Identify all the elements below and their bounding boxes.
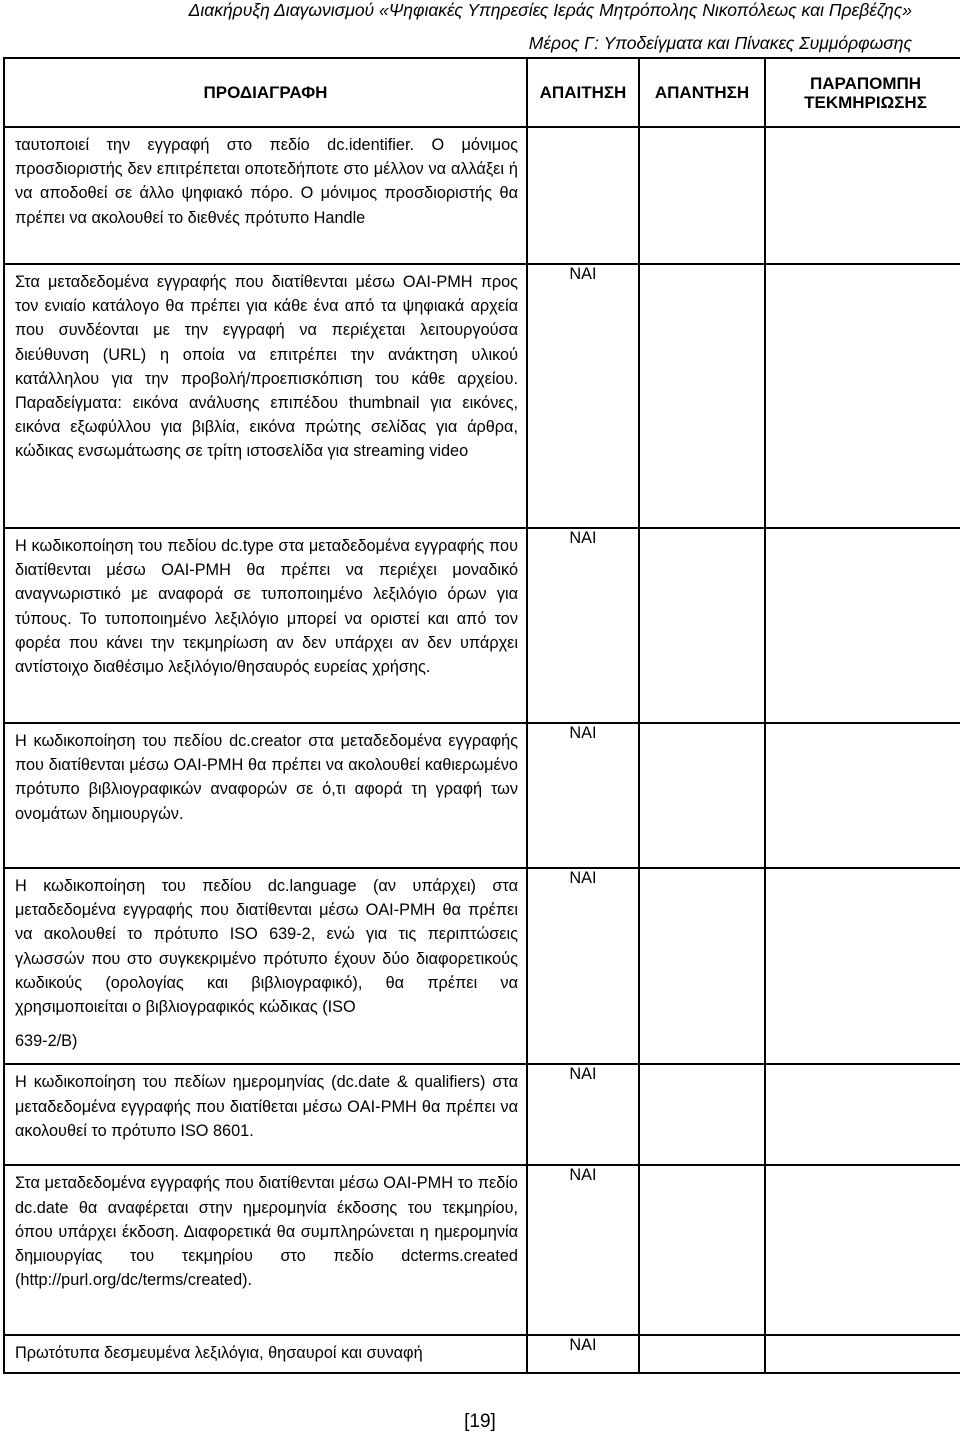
- spec-text: Στα μεταδεδομένα εγγραφής που διατίθενται μέσω OAI-PMH το πεδίο dc.date θα αναφέρεται στην ημερομηνία έκδοσης του τεκμηρίου, όπου υπάρχει έκδοση. Διαφορετικά θα συμπληρώνεται η ημερομηνία δημιουργίας του τεκμηρίου στο πεδίο dcterms.created (http://purl.org/dc/terms/created).: [15, 1174, 518, 1290]
- column-header-answer: ΑΠΑΝΤΗΣΗ: [639, 58, 765, 127]
- spec-cell: [4, 1165, 527, 1335]
- table-row: [4, 264, 960, 528]
- requirement-cell: ΝΑΙ: [527, 723, 639, 868]
- table-row: [4, 868, 960, 1064]
- table-header-row: [4, 58, 960, 127]
- requirement-cell: [527, 127, 639, 264]
- page-number: [19]: [464, 1411, 496, 1432]
- table-row: [4, 1165, 960, 1335]
- answer-cell[interactable]: [639, 127, 765, 264]
- answer-cell[interactable]: [639, 1165, 765, 1335]
- answer-cell[interactable]: [639, 1064, 765, 1165]
- requirement-cell: ΝΑΙ: [527, 868, 639, 1064]
- column-header-requirement: ΑΠΑΙΤΗΣΗ: [527, 58, 639, 127]
- spec-text: ταυτοποιεί την εγγραφή στο πεδίο dc.identifier. Ο μόνιμος προσδιοριστής δεν επιτρέπεται οποτεδήποτε στο μέλλον να αλλάξει ή να αποδοθεί σε άλλο ψηφιακό πόρο. Ο μόνιμος προσδιοριστής θα πρέπει να ακολουθεί το διεθνές πρότυπο Handle: [15, 136, 518, 227]
- compliance-table: [3, 57, 960, 1374]
- reference-cell[interactable]: [765, 1335, 960, 1373]
- spec-text: Η κωδικοποίηση του πεδίου dc.language (αν υπάρχει) στα μεταδεδομένα εγγραφής που διατίθενται μέσω OAI-PMH θα πρέπει να ακολουθεί το πρότυπο ISO 639-2, ενώ για τις περιπτώσεις γλωσσών που στο συγκεκριμένο πρότυπο έχουν δύο διαφορετικούς κωδικούς (ορολογίας και βιβλιογραφικό), θα πρέπει να χρησιμοποιείται ο βιβλιογραφικός κώδικας (ISO: [15, 877, 518, 1017]
- answer-cell[interactable]: [639, 1335, 765, 1373]
- requirement-cell: ΝΑΙ: [527, 1064, 639, 1165]
- reference-cell[interactable]: [765, 264, 960, 528]
- spec-text: Η κωδικοποίηση του πεδίων ημερομηνίας (dc.date & qualifiers) στα μεταδεδομένα εγγραφής που διατίθεται μέσω OAI-PMH θα πρέπει να ακολουθεί το πρότυπο ISO 8601.: [15, 1073, 518, 1140]
- answer-cell[interactable]: [639, 528, 765, 723]
- spec-cell: [4, 264, 527, 528]
- requirement-cell: ΝΑΙ: [527, 1165, 639, 1335]
- requirement-cell: ΝΑΙ: [527, 528, 639, 723]
- spec-cell: [4, 127, 527, 264]
- spec-text-continued: 639-2/B): [15, 1032, 78, 1051]
- answer-cell[interactable]: [639, 868, 765, 1064]
- spec-cell: [4, 528, 527, 723]
- spec-cell: [4, 1335, 527, 1373]
- spec-cell: [4, 723, 527, 868]
- table-row: [4, 723, 960, 868]
- column-header-reference: ΠΑΡΑΠΟΜΠΗ ΤΕΚΜΗΡΙΩΣΗΣ: [765, 58, 960, 127]
- document-header-title: Διακήρυξη Διαγωνισμού «Ψηφιακές Υπηρεσίες Ιεράς Μητρόπολης Νικοπόλεως και Πρεβέζης»: [188, 0, 912, 20]
- requirement-cell: ΝΑΙ: [527, 264, 639, 528]
- table-row: [4, 1064, 960, 1165]
- spec-text: Πρωτότυπα δεσμευμένα λεξιλόγια, θησαυροί και συναφή: [15, 1344, 423, 1363]
- reference-cell[interactable]: [765, 1064, 960, 1165]
- reference-cell[interactable]: [765, 868, 960, 1064]
- table-row: [4, 528, 960, 723]
- spec-cell: [4, 868, 527, 1064]
- requirement-cell: ΝΑΙ: [527, 1335, 639, 1373]
- reference-cell[interactable]: [765, 723, 960, 868]
- reference-cell[interactable]: [765, 528, 960, 723]
- spec-text: Στα μεταδεδομένα εγγραφής που διατίθενται μέσω OAI-PMH προς τον ενιαίο κατάλογο θα πρέπει για κάθε ένα από τα ψηφιακά αρχεία που συνδέονται με την εγγραφή να περιέχεται λειτουργούσα διεύθυνση (URL) η οποία να επιτρέπει την ανάκτηση υλικού κατάλληλου για την προβολή/προεπισκόπιση του κάθε αρχείου. Παραδείγματα: εικόνα ανάλυσης επιπέδου thumbnail για εικόνες, εικόνα εξωφύλλου για βιβλία, εικόνα πρώτης σελίδας για άρθρα, κώδικας ενσωμάτωσης σε τρίτη ιστοσελίδα για streaming video: [15, 273, 518, 461]
- answer-cell[interactable]: [639, 723, 765, 868]
- table-row: [4, 127, 960, 264]
- column-header-specification: ΠΡΟΔΙΑΓΡΑΦΗ: [4, 58, 527, 127]
- spec-cell: [4, 1064, 527, 1165]
- spec-text: Η κωδικοποίηση του πεδίου dc.creator στα μεταδεδομένα εγγραφής που διατίθενται μέσω OAI-PMH θα πρέπει να ακολουθεί καθιερωμένο πρότυπο βιβλιογραφικών αναφορών σε ό,τι αφορά τη γραφή των ονομάτων δημιουργών.: [15, 732, 518, 823]
- answer-cell[interactable]: [639, 264, 765, 528]
- reference-cell[interactable]: [765, 1165, 960, 1335]
- reference-cell[interactable]: [765, 127, 960, 264]
- document-header-section: Μέρος Γ: Υποδείγματα και Πίνακες Συμμόρφωσης: [528, 33, 912, 53]
- spec-text: Η κωδικοποίηση του πεδίου dc.type στα μεταδεδομένα εγγραφής που διατίθενται μέσω OAI-PMH θα πρέπει να περιέχει μοναδικό αναγνωριστικό με αναφορά σε τυποποιημένο λεξιλόγιο όρων για τύπους. Το τυποποιημένο λεξιλόγιο μπορεί να οριστεί και από τον φορέα που κάνει την τεκμηρίωση αν δεν υπάρχει αν δεν υπάρχει αντίστοιχο διαθέσιμο λεξιλόγιο/θησαυρός ευρείας χρήσης.: [15, 537, 518, 677]
- table-row: [4, 1335, 960, 1373]
